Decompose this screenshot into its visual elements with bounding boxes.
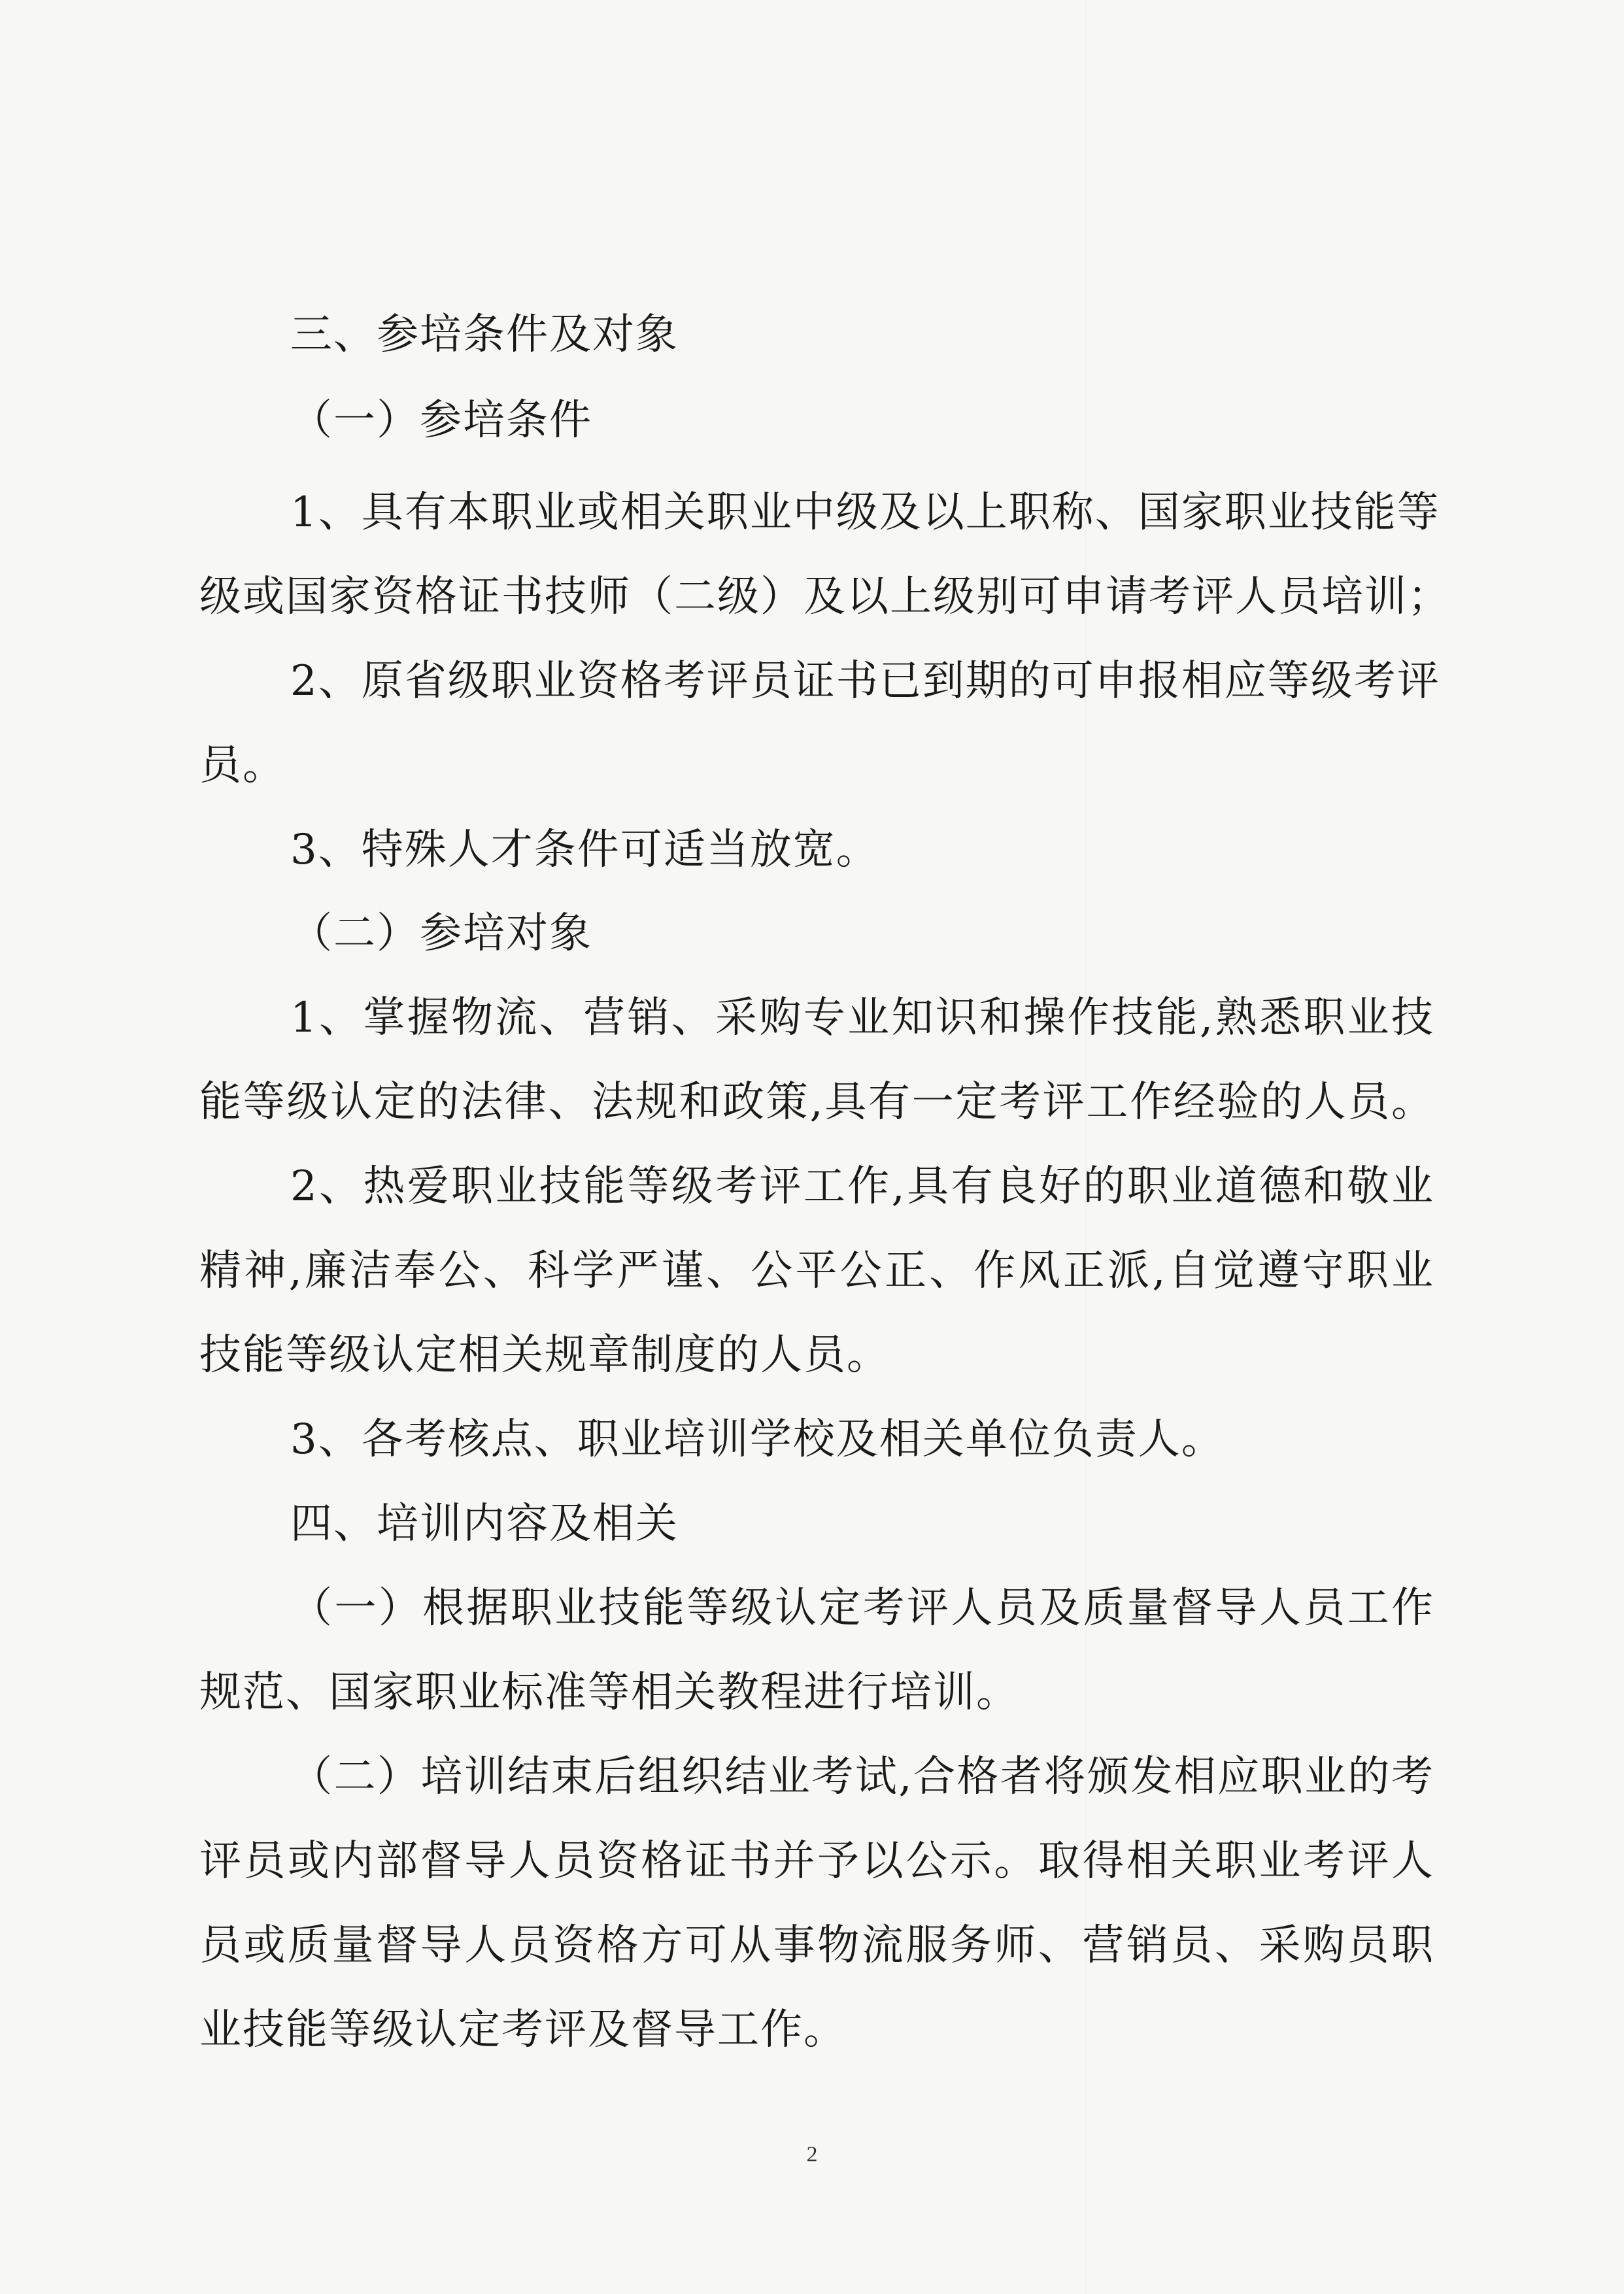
paragraph-line [0,1666,1624,1719]
line-text: 四、培训内容及相关 [290,1500,679,1548]
line-text: 业技能等级认定考评及督导工作。 [199,2006,847,2054]
line-text: 员或质量督导人员资格方可从事物流服务师、营销员、采购员职 [199,1921,1434,1970]
paragraph-line [0,1329,1624,1381]
paragraph-line [0,1160,1624,1213]
line-text: （二）培训结束后组织结业考试,合格者将颁发相应职业的考 [290,1753,1434,1801]
line-text: 1、具有本职业或相关职业中级及以上职称、国家职业技能等 [290,488,1440,537]
line-text: 3、各考核点、职业培训学校及相关单位负责人。 [290,1415,1225,1464]
page-number: 2 [806,2142,818,2167]
line-text: 2、原省级职业资格考评员证书已到期的可申报相应等级考评 [290,657,1440,705]
line-text: 2、热爱职业技能等级考评工作,具有良好的职业道德和敬业 [290,1162,1434,1211]
line-text: （二）参培对象 [290,909,592,958]
line-text: 精神,廉洁奉公、科学严谨、公平公正、作风正派,自觉遵守职业 [199,1247,1434,1295]
paragraph-line [0,1245,1624,1297]
line-text: 技能等级认定相关规章制度的人员。 [199,1331,890,1379]
paragraph-line [0,655,1624,707]
line-text: （一）参培条件 [290,396,592,445]
paragraph-line [0,2004,1624,2056]
line-text: 3、特殊人才条件可适当放宽。 [290,826,879,874]
paragraph-line [0,1582,1624,1634]
line-text: 员。 [199,741,286,790]
section-heading-three [0,309,1624,361]
paragraph-line [0,1076,1624,1128]
paragraph-line [0,1751,1624,1803]
paragraph-line [0,992,1624,1044]
subsection-heading-participants [0,907,1624,960]
paragraph-line [0,739,1624,792]
paragraph-line [0,824,1624,876]
line-text: 能等级认定的法律、法规和政策,具有一定考评工作经验的人员。 [199,1078,1434,1126]
section-heading-four [0,1498,1624,1550]
line-text: （一）根据职业技能等级认定考评人员及质量督导人员工作 [290,1584,1434,1632]
line-text: 评员或内部督导人员资格证书并予以公示。取得相关职业考评人 [199,1837,1434,1885]
paragraph-line [0,1919,1624,1972]
paragraph-line [0,1413,1624,1466]
paragraph-line [0,486,1624,539]
line-text: 三、参培条件及对象 [290,311,679,359]
line-text: 规范、国家职业标准等相关教程进行培训。 [199,1668,1019,1717]
line-text: 级或国家资格证书技师（二级）及以上级别可申请考评人员培训； [199,573,1451,621]
paragraph-line [0,1835,1624,1887]
paragraph-line [0,571,1624,623]
subsection-heading-conditions [0,394,1624,447]
line-text: 1、掌握物流、营销、采购专业知识和操作技能,熟悉职业技 [290,994,1434,1042]
